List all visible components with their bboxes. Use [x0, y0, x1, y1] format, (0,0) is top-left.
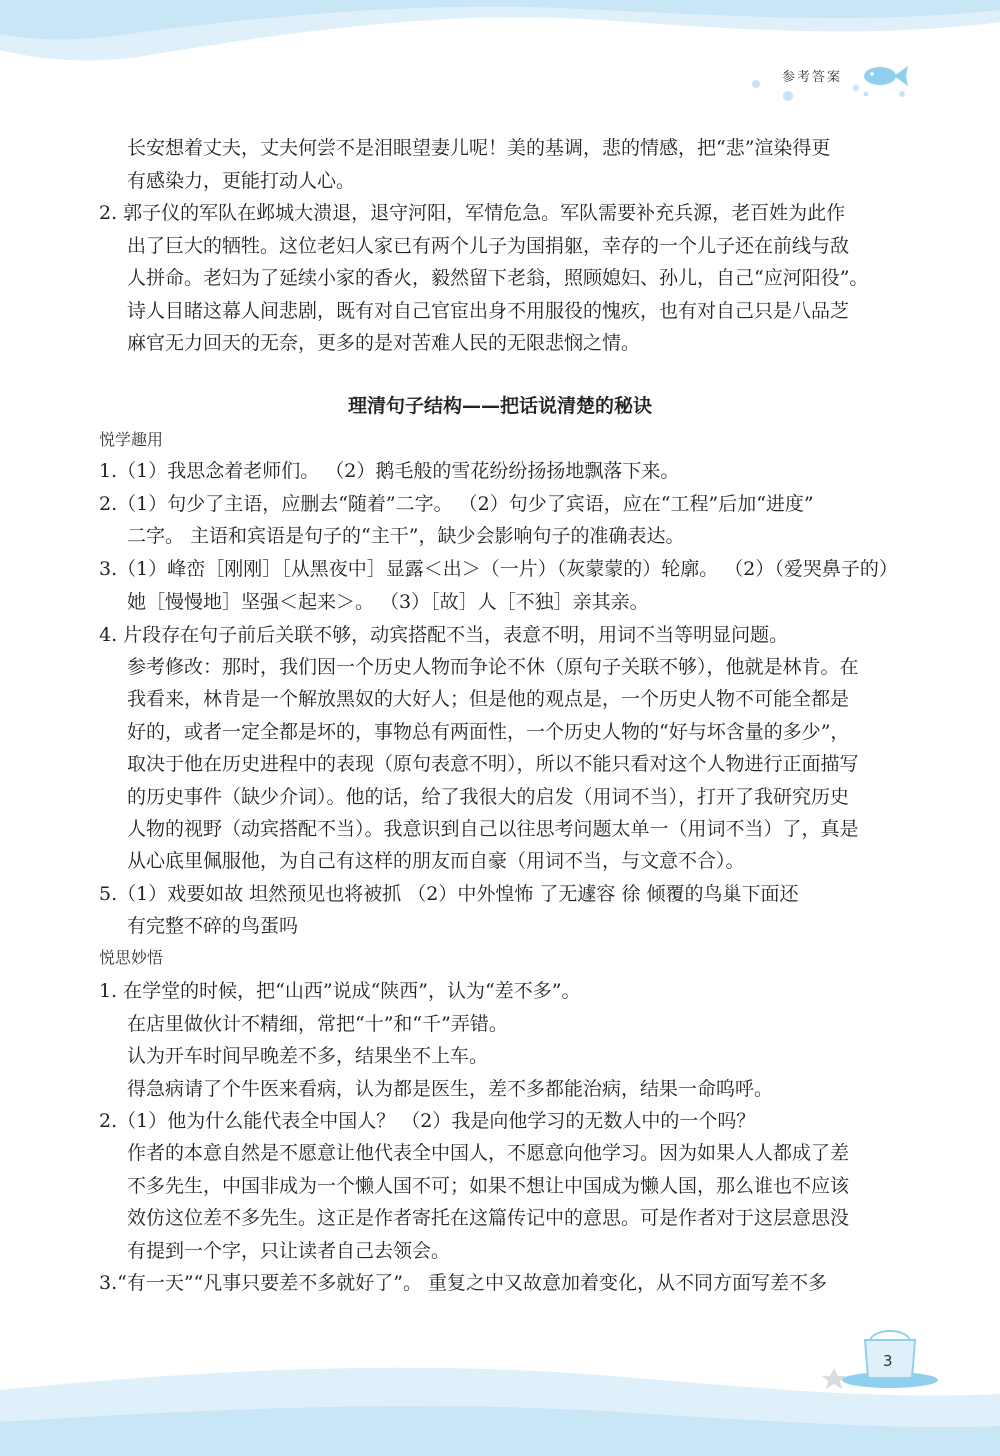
text-line: 有感染力，更能打动人心。: [127, 170, 356, 192]
text-line: 我看来，林肯是一个解放黑奴的大好人；但是他的观点是，一个历史人物不可能全都是: [127, 688, 850, 710]
text-line: 好的，或者一定全都是坏的，事物总有两面性，一个历史人物的“好与坏含量的多少”，: [127, 721, 850, 743]
text-line: 3.（1）峰峦［刚刚］［从黑夜中］显露＜出＞（一片）（灰蒙蒙的）轮廓。 （2）（爱哭鼻子的）: [99, 558, 898, 580]
text-line: 的历史事件（缺少介词）。他的话，给了我很大的启发（用词不当），打开了我研究历史: [127, 786, 850, 808]
text-line: 有提到一个字，只让读者自己去领会。: [127, 1240, 451, 1262]
subsection-heading: 悦学趣用: [99, 430, 164, 449]
text-line: 2. 郭子仪的军队在邺城大溃退，退守河阳，军情危急。军队需要补充兵源，老百姓为此作: [99, 202, 846, 224]
text-line: 人拼命。老妇为了延续小家的香火，毅然留下老翁，照顾媳妇、孙儿，自己“应河阳役”。: [127, 267, 869, 289]
header-wave-band: [0, 0, 1000, 118]
text-line: 4. 片段存在句子前后关联不够，动宾搭配不当，表意不明，用词不当等明显问题。: [99, 624, 789, 646]
text-line: 诗人目睹这幕人间悲剧，既有对自己官宦出身不用服役的愧疚，也有对自己只是八品芝: [127, 300, 850, 322]
text-line: 长安想着丈夫，丈夫何尝不是泪眼望妻儿呢！美的基调，悲的情感，把“悲”渲染得更: [127, 137, 831, 159]
header-dots: [748, 72, 808, 102]
text-line: 1.（1）我思念着老师们。 （2）鹅毛般的雪花纷纷扬扬地飘落下来。: [99, 460, 680, 482]
bucket-icon: [820, 1328, 940, 1398]
text-line: 取决于他在历史进程中的表现（原句表意不明），所以不能只看对这个人物进行正面描写: [127, 753, 859, 775]
text-line: 有完整不碎的鸟蛋吗: [127, 915, 299, 937]
text-line: 麻官无力回天的无奈，更多的是对苦难人民的无限悲悯之情。: [127, 332, 641, 354]
page-number: 3: [883, 1352, 893, 1370]
subsection-heading: 悦思妙悟: [99, 948, 164, 967]
text-line: 5.（1）戏要如故 坦然预见也将被抓 （2）中外惶怖 了无遽容 徐 倾覆的鸟巢下面还: [99, 883, 799, 905]
text-line: 她［慢慢地］坚强＜起来＞。 （3）［故］人［不独］亲其亲。: [127, 591, 649, 613]
section-title: 理清句子结构——把话说清楚的秘诀: [347, 395, 652, 417]
text-line: 参考修改：那时，我们因一个历史人物而争论不休（原句子关联不够），他就是林肯。在: [127, 656, 859, 678]
text-line: 效仿这位差不多先生。这正是作者寄托在这篇传记中的意思。可是作者对于这层意思没: [127, 1207, 850, 1229]
text-line: 作者的本意自然是不愿意让他代表全中国人，不愿意向他学习。因为如果人人都成了差: [127, 1142, 850, 1164]
text-line: 人物的视野（动宾搭配不当）。我意识到自己以往思考问题太单一（用词不当）了，真是: [127, 818, 859, 840]
text-line: 得急病请了个牛医来看病，认为都是医生，差不多都能治病，结果一命呜呼。: [127, 1078, 774, 1100]
text-line: 在店里做伙计不精细，常把“十”和“千”弄错。: [127, 1013, 508, 1035]
header-label: 参考答案: [782, 70, 843, 85]
text-line: 1. 在学堂的时候，把“山西”说成“陕西”，认为“差不多”。: [99, 980, 581, 1002]
text-line: 二字。 主语和宾语是句子的“主干”，缺少会影响句子的准确表达。: [127, 525, 685, 547]
text-line: 3.“有一天”“凡事只要差不多就好了”。 重复之中又故意加着变化，从不同方面写差不多: [99, 1272, 828, 1294]
text-line: 2.（1）句少了主语，应删去“随着”二字。 （2）句少了宾语，应在“工程”后加“进度”: [99, 493, 814, 515]
text-line: 认为开车时间早晚差不多，结果坐不上车。: [127, 1045, 489, 1067]
text-line: 从心底里佩服他，为自己有这样的朋友而自豪（用词不当，与文意不合）。: [127, 850, 745, 872]
fish-icon: [852, 58, 912, 98]
text-line: 2.（1）他为什么能代表全中国人？ （2）我是向他学习的无数人中的一个吗？: [99, 1110, 756, 1132]
text-line: 不多先生，中国非成为一个懒人国不可；如果不想让中国成为懒人国，那么谁也不应该: [127, 1175, 850, 1197]
text-line: 出了巨大的牺牲。这位老妇人家已有两个儿子为国捐躯，幸存的一个儿子还在前线与敌: [127, 235, 850, 257]
